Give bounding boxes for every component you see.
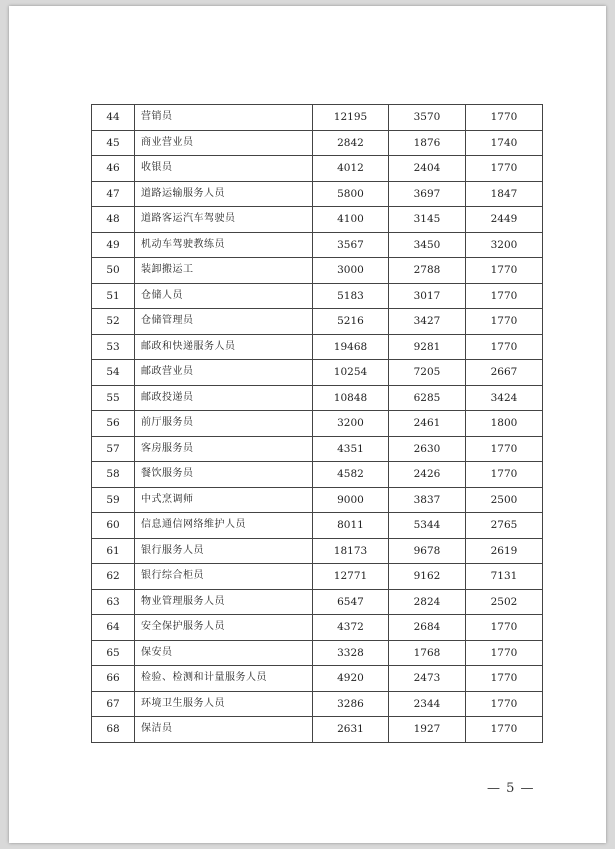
table-row [92,538,543,564]
occupation-name-cell: 银行服务人员 [135,538,313,564]
value-cell-1: 12771 [313,564,389,590]
table-row [92,309,543,335]
document-page [9,6,606,843]
value-cell-2: 2684 [389,615,466,641]
occupation-name-cell: 仓储管理员 [135,309,313,335]
row-number-cell: 45 [92,130,135,156]
value-cell-3: 7131 [466,564,543,590]
table-row [92,258,543,284]
value-cell-3: 1847 [466,181,543,207]
value-cell-2: 3570 [389,105,466,131]
row-number-cell: 56 [92,411,135,437]
value-cell-3: 1770 [466,258,543,284]
row-number-cell: 65 [92,640,135,666]
value-cell-3: 1770 [466,283,543,309]
value-cell-1: 5216 [313,309,389,335]
row-number-cell: 54 [92,360,135,386]
value-cell-3: 1770 [466,717,543,743]
table-row [92,691,543,717]
occupation-name-cell: 仓储人员 [135,283,313,309]
occupation-name-cell: 邮政营业员 [135,360,313,386]
table-row [92,232,543,258]
value-cell-3: 2765 [466,513,543,539]
table-row [92,181,543,207]
table-row [92,717,543,743]
value-cell-2: 3017 [389,283,466,309]
value-cell-1: 6547 [313,589,389,615]
value-cell-1: 4100 [313,207,389,233]
value-cell-3: 1770 [466,105,543,131]
value-cell-3: 2500 [466,487,543,513]
value-cell-1: 4012 [313,156,389,182]
value-cell-2: 2461 [389,411,466,437]
occupation-name-cell: 安全保护服务人员 [135,615,313,641]
table-row [92,385,543,411]
row-number-cell: 61 [92,538,135,564]
value-cell-2: 3145 [389,207,466,233]
table-row [92,640,543,666]
row-number-cell: 67 [92,691,135,717]
row-number-cell: 44 [92,105,135,131]
value-cell-1: 10848 [313,385,389,411]
value-cell-2: 2473 [389,666,466,692]
value-cell-3: 3200 [466,232,543,258]
value-cell-2: 2404 [389,156,466,182]
value-cell-1: 3286 [313,691,389,717]
table-row [92,411,543,437]
row-number-cell: 66 [92,666,135,692]
occupation-name-cell: 前厅服务员 [135,411,313,437]
value-cell-1: 2631 [313,717,389,743]
value-cell-3: 2502 [466,589,543,615]
row-number-cell: 53 [92,334,135,360]
occupation-name-cell: 餐饮服务员 [135,462,313,488]
value-cell-1: 3328 [313,640,389,666]
value-cell-1: 4351 [313,436,389,462]
value-cell-2: 2630 [389,436,466,462]
value-cell-2: 3450 [389,232,466,258]
occupation-name-cell: 银行综合柜员 [135,564,313,590]
value-cell-1: 4920 [313,666,389,692]
value-cell-3: 1770 [466,334,543,360]
row-number-cell: 60 [92,513,135,539]
row-number-cell: 63 [92,589,135,615]
table-row [92,666,543,692]
value-cell-2: 2824 [389,589,466,615]
table-row [92,105,543,131]
value-cell-2: 9281 [389,334,466,360]
value-cell-3: 1770 [466,309,543,335]
row-number-cell: 62 [92,564,135,590]
table-row [92,130,543,156]
value-cell-3: 2667 [466,360,543,386]
occupation-name-cell: 商业营业员 [135,130,313,156]
value-cell-2: 2426 [389,462,466,488]
value-cell-2: 1927 [389,717,466,743]
occupation-name-cell: 中式烹调师 [135,487,313,513]
row-number-cell: 55 [92,385,135,411]
value-cell-1: 10254 [313,360,389,386]
occupation-name-cell: 机动车驾驶教练员 [135,232,313,258]
occupation-name-cell: 检验、检测和计量服务人员 [135,666,313,692]
row-number-cell: 64 [92,615,135,641]
value-cell-2: 3837 [389,487,466,513]
value-cell-3: 2449 [466,207,543,233]
row-number-cell: 47 [92,181,135,207]
value-cell-3: 1770 [466,436,543,462]
value-cell-1: 9000 [313,487,389,513]
value-cell-1: 3200 [313,411,389,437]
table-row [92,462,543,488]
occupation-name-cell: 信息通信网络维护人员 [135,513,313,539]
occupation-name-cell: 邮政和快递服务人员 [135,334,313,360]
row-number-cell: 51 [92,283,135,309]
value-cell-3: 1770 [466,615,543,641]
value-cell-3: 2619 [466,538,543,564]
value-cell-3: 1740 [466,130,543,156]
table-row [92,564,543,590]
table-row [92,589,543,615]
value-cell-1: 19468 [313,334,389,360]
page-number: — 5 — [487,781,535,796]
value-cell-3: 1770 [466,640,543,666]
wage-table [91,104,543,743]
row-number-cell: 68 [92,717,135,743]
value-cell-2: 2788 [389,258,466,284]
value-cell-1: 8011 [313,513,389,539]
row-number-cell: 46 [92,156,135,182]
value-cell-2: 3697 [389,181,466,207]
value-cell-1: 4372 [313,615,389,641]
value-cell-2: 3427 [389,309,466,335]
table-row [92,207,543,233]
occupation-name-cell: 收银员 [135,156,313,182]
value-cell-2: 5344 [389,513,466,539]
row-number-cell: 49 [92,232,135,258]
table-row [92,156,543,182]
value-cell-1: 5183 [313,283,389,309]
row-number-cell: 58 [92,462,135,488]
value-cell-2: 6285 [389,385,466,411]
value-cell-3: 1800 [466,411,543,437]
value-cell-2: 7205 [389,360,466,386]
value-cell-2: 9162 [389,564,466,590]
value-cell-2: 2344 [389,691,466,717]
table-row [92,436,543,462]
occupation-name-cell: 客房服务员 [135,436,313,462]
occupation-name-cell: 道路运输服务人员 [135,181,313,207]
table-row [92,283,543,309]
value-cell-3: 1770 [466,462,543,488]
occupation-name-cell: 装卸搬运工 [135,258,313,284]
value-cell-1: 12195 [313,105,389,131]
table-row [92,360,543,386]
table-row [92,513,543,539]
row-number-cell: 52 [92,309,135,335]
value-cell-3: 1770 [466,691,543,717]
value-cell-2: 9678 [389,538,466,564]
value-cell-3: 3424 [466,385,543,411]
value-cell-3: 1770 [466,156,543,182]
value-cell-1: 4582 [313,462,389,488]
row-number-cell: 57 [92,436,135,462]
occupation-name-cell: 保洁员 [135,717,313,743]
value-cell-1: 5800 [313,181,389,207]
value-cell-2: 1876 [389,130,466,156]
table-row [92,615,543,641]
row-number-cell: 50 [92,258,135,284]
table-body [92,105,543,743]
value-cell-1: 3000 [313,258,389,284]
occupation-name-cell: 物业管理服务人员 [135,589,313,615]
row-number-cell: 59 [92,487,135,513]
occupation-name-cell: 保安员 [135,640,313,666]
row-number-cell: 48 [92,207,135,233]
value-cell-1: 18173 [313,538,389,564]
occupation-name-cell: 邮政投递员 [135,385,313,411]
table-row [92,334,543,360]
occupation-name-cell: 环境卫生服务人员 [135,691,313,717]
value-cell-1: 3567 [313,232,389,258]
value-cell-1: 2842 [313,130,389,156]
value-cell-2: 1768 [389,640,466,666]
table-row [92,487,543,513]
value-cell-3: 1770 [466,666,543,692]
occupation-name-cell: 道路客运汽车驾驶员 [135,207,313,233]
occupation-name-cell: 营销员 [135,105,313,131]
